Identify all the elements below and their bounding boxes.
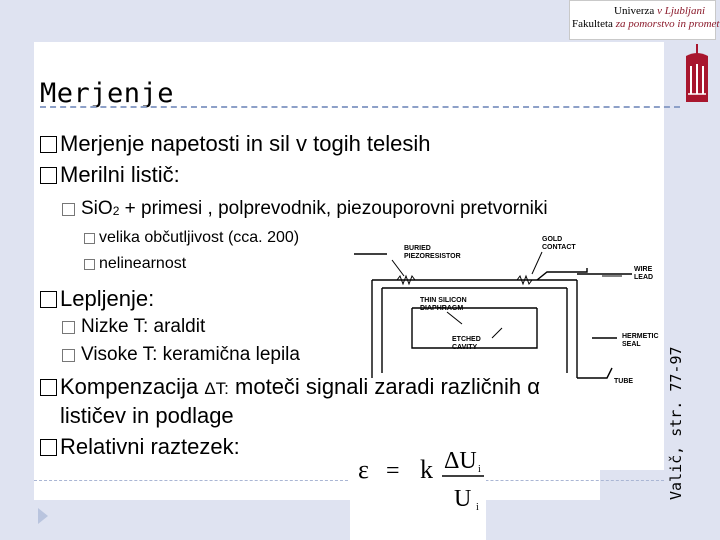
bullet-box-icon	[40, 136, 57, 153]
university-logo	[569, 0, 720, 40]
bullet-box-icon	[84, 233, 95, 244]
bullet-kompenzacija: Kompenzacija ΔT: moteči signali zaradi različnih α	[40, 374, 540, 400]
bullet-merilni: Merilni listič:	[40, 162, 180, 188]
label-tube: TUBE	[614, 378, 634, 385]
bottom-divider	[34, 480, 664, 481]
bullet-box-icon	[62, 321, 75, 334]
subbullet-nizke: Nizke T: araldit	[62, 316, 205, 338]
subbullet-sio2: SiO2 + primesi , polprevodnik, piezouporovni pretvorniki	[62, 198, 548, 220]
label-contact: CONTACT	[542, 244, 576, 251]
left-band	[0, 0, 34, 540]
strain-formula	[350, 440, 486, 540]
label-wire: WIRE	[634, 266, 653, 273]
side-reference	[667, 476, 720, 500]
university-crest-icon	[682, 44, 712, 104]
label-thin-silicon: THIN SILICON	[420, 297, 467, 304]
bullet-box-icon	[40, 379, 57, 396]
label-hermetic: HERMETIC	[622, 333, 659, 340]
bullet-box-icon	[40, 167, 57, 184]
formula-denominator-sub: i	[476, 502, 479, 513]
piezoresistor-diagram	[352, 228, 662, 388]
label-cavity: CAVITY	[452, 344, 478, 351]
diagram-drawing	[352, 228, 662, 388]
title-divider	[40, 106, 680, 108]
bullet-box-icon	[62, 349, 75, 362]
bullet-box-icon	[84, 259, 95, 270]
page-title: Merjenje	[40, 78, 175, 109]
subsubbullet-sensitivity: velika občutljivost (cca. 200)	[84, 229, 299, 247]
label-etched: ETCHED	[452, 336, 481, 343]
formula-epsilon: ε	[358, 455, 369, 484]
subsubbullet-nonlinear: nelinearnost	[84, 255, 186, 273]
formula-equals: =	[386, 458, 400, 484]
formula-denominator: U	[454, 486, 472, 512]
label-diaphragm: DIAPHRAGM	[420, 305, 464, 312]
bullet-box-icon	[62, 203, 75, 216]
bullet-kompenzacija-continued: lističev in podlage	[60, 403, 234, 428]
label-gold: GOLD	[542, 236, 563, 243]
bullet-box-icon	[40, 439, 57, 456]
logo-university-line: Univerza v Ljubljani	[614, 5, 706, 17]
bullet-relativni: Relativni raztezek:	[40, 434, 240, 460]
logo-faculty-line: Fakulteta za pomorstvo in promet	[572, 18, 720, 30]
label-seal: SEAL	[622, 341, 641, 348]
bullet-lepljenje: Lepljenje:	[40, 286, 154, 312]
formula-drawing	[350, 440, 486, 540]
label-buried: BURIED	[404, 245, 431, 252]
slide-nav-arrow-icon[interactable]	[38, 508, 48, 524]
formula-k: k	[420, 455, 433, 484]
bullet-merjenje: Merjenje napetosti in sil v togih telesih	[40, 131, 431, 157]
formula-numerator: ΔU	[444, 448, 477, 474]
bullet-box-icon	[40, 291, 57, 308]
formula-numerator-sub: i	[478, 464, 481, 475]
label-lead: LEAD	[634, 274, 654, 281]
label-piezoresistor: PIEZORESISTOR	[404, 253, 461, 260]
subbullet-visoke: Visoke T: keramična lepila	[62, 344, 300, 366]
